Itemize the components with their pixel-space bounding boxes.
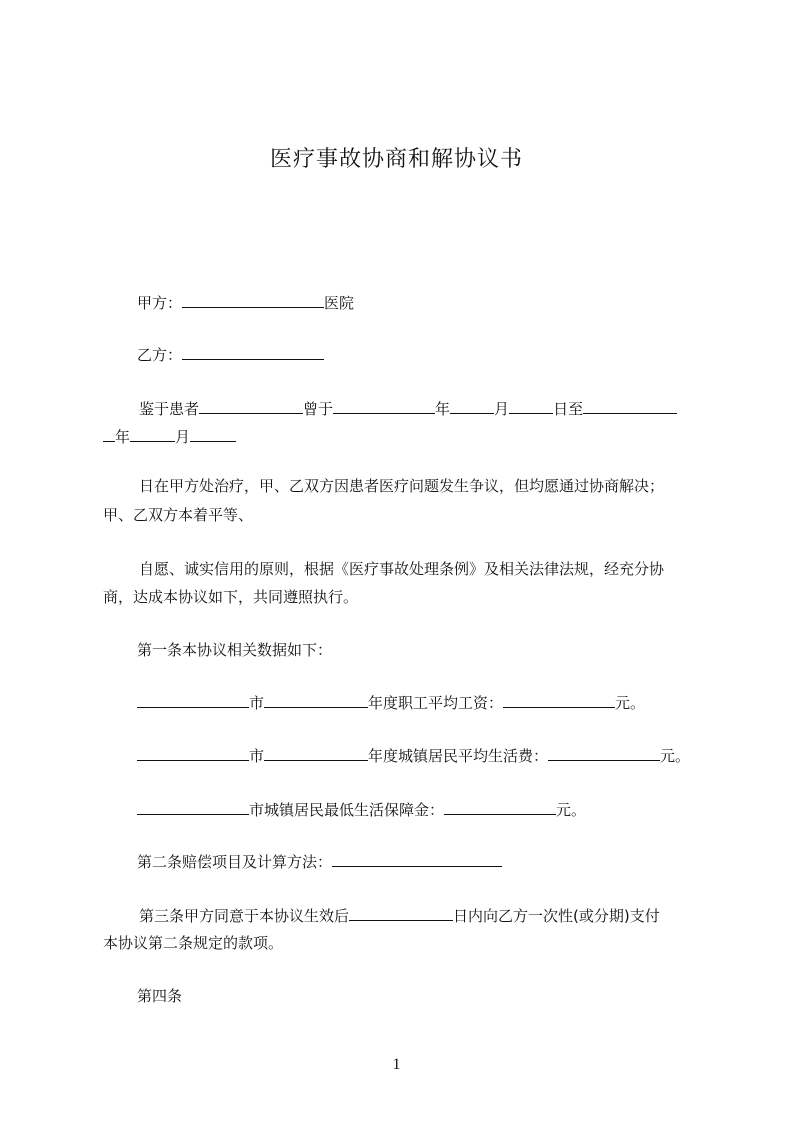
minimum-security-label: 市城镇居民最低生活保障金： (249, 801, 445, 819)
city-blank (137, 799, 249, 815)
city-blank (137, 745, 249, 761)
living-expense-blank (548, 745, 660, 761)
year-blank (264, 692, 368, 708)
yuan-label: 元。 (556, 801, 587, 819)
article-3-line-2: 本协议第二条规定的款项。 (103, 934, 284, 952)
minimum-security-blank (444, 799, 556, 815)
city-label: 市 (249, 694, 265, 712)
calculation-method-blank (332, 851, 502, 867)
paragraph-3-line-1: 自愿、诚实信用的原则，根据《医疗事故处理条例》及相关法律法规，经充分协 (139, 560, 665, 578)
article-3-text-b: 日内向乙方一次性(或分期)支付 (453, 907, 660, 925)
p1-end-year-label: 年 (115, 428, 131, 446)
article-2-line (137, 851, 502, 872)
patient-name-blank (199, 398, 303, 414)
data-line-average-wage (137, 692, 645, 713)
city-label: 市 (249, 747, 265, 765)
party-b-label: 乙方： (137, 346, 183, 364)
paragraph-2-line-2: 甲、乙双方本着平等、 (103, 506, 254, 524)
end-year-blank (103, 426, 115, 442)
document-title: 医疗事故协商和解协议书 (269, 147, 523, 172)
average-wage-blank (503, 692, 615, 708)
data-line-minimum-security (137, 799, 586, 820)
p1-year-label: 年 (435, 400, 451, 418)
article-1-heading: 第一条本协议相关数据如下： (137, 641, 333, 659)
start-day-blank (509, 398, 553, 414)
article-3-line-1 (139, 905, 660, 926)
article-2-text: 第二条赔偿项目及计算方法： (137, 853, 333, 871)
end-date-blank (583, 398, 677, 414)
yuan-label: 元。 (660, 747, 691, 765)
paragraph-1-line-2 (103, 426, 236, 447)
average-wage-label: 年度职工平均工资： (368, 694, 504, 712)
living-expense-label: 年度城镇居民平均生活费： (368, 747, 549, 765)
paragraph-3-line-2: 商，达成本协议如下，共同遵照执行。 (103, 588, 359, 606)
paragraph-1-line-1 (139, 398, 677, 419)
yuan-label: 元。 (615, 694, 646, 712)
start-month-blank (450, 398, 494, 414)
city-blank (137, 692, 249, 708)
party-b-line (137, 344, 324, 365)
party-a-suffix: 医院 (324, 294, 355, 312)
party-b-blank (182, 344, 324, 360)
end-day-blank (190, 426, 236, 442)
article-4-heading: 第四条 (137, 987, 183, 1005)
party-a-label: 甲方： (137, 294, 183, 312)
party-a-line (137, 292, 354, 313)
data-line-living-expense (137, 745, 690, 766)
p1-month-label: 月 (494, 400, 510, 418)
end-month-blank (130, 426, 175, 442)
party-a-blank (182, 292, 324, 308)
page-number: 1 (392, 1056, 401, 1073)
start-year-blank (333, 398, 435, 414)
p1-patient-label: 鉴于患者 (139, 400, 200, 418)
p1-day-to-label: 日至 (553, 400, 584, 418)
p1-once-label: 曾于 (303, 400, 334, 418)
payment-days-blank (349, 905, 453, 921)
paragraph-2-line-1: 日在甲方处治疗，甲、乙双方因患者医疗问题发生争议，但均愿通过协商解决； (139, 477, 665, 495)
article-3-text-a: 第三条甲方同意于本协议生效后 (139, 907, 350, 925)
year-blank (264, 745, 368, 761)
p1-end-month-label: 月 (175, 428, 191, 446)
